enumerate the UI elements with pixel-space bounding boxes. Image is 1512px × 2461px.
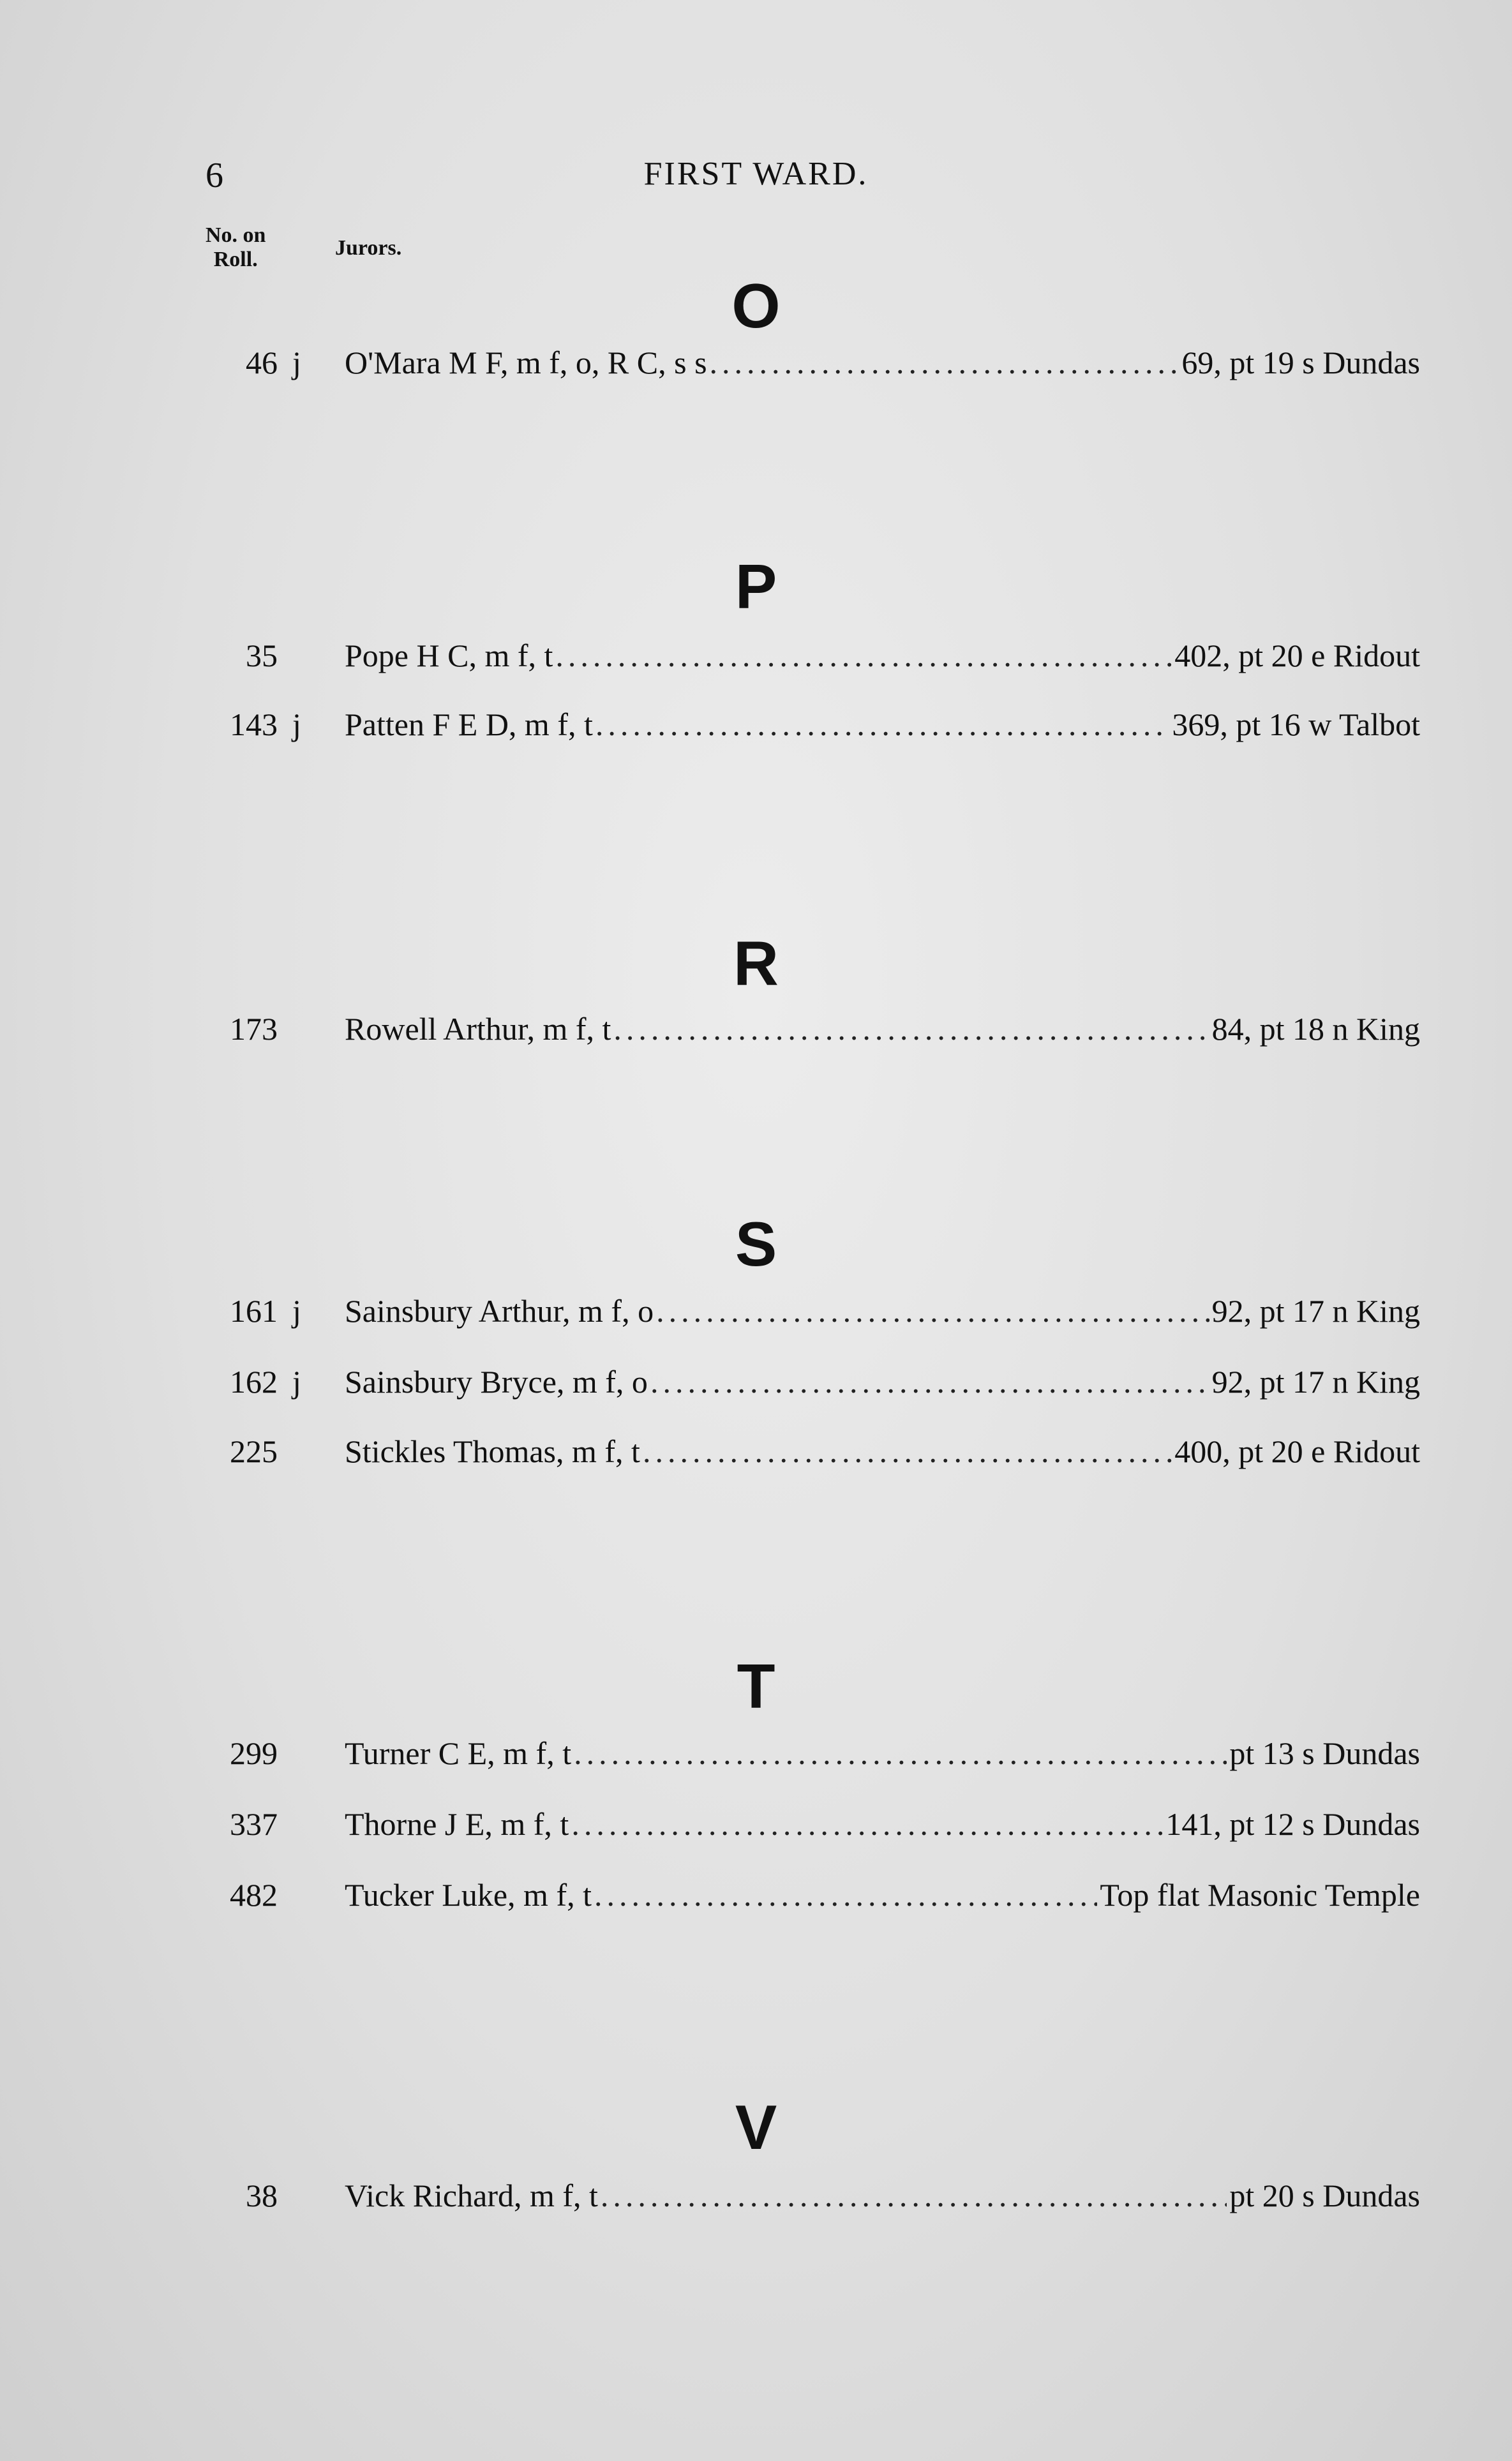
dot-leader	[595, 704, 1170, 745]
elector-name: Thorne J E, m f, t	[345, 1806, 569, 1842]
dot-leader	[650, 1361, 1209, 1402]
dot-leader	[656, 1290, 1209, 1331]
section-letter-r: R	[733, 928, 779, 998]
roll-number: 162	[230, 1364, 278, 1400]
section-letter-v: V	[735, 2092, 777, 2162]
elector-name: Sainsbury Arthur, m f, o	[345, 1293, 654, 1329]
elector-address: pt 13 s Dundas	[1229, 1735, 1420, 1771]
dot-leader	[571, 1804, 1163, 1844]
entry-line	[345, 1290, 1420, 1331]
section-letter-p: P	[735, 551, 777, 622]
dot-leader	[601, 2175, 1227, 2216]
juror-mark: j	[292, 707, 301, 742]
elector-name: Turner C E, m f, t	[345, 1735, 572, 1771]
elector-address: 92, pt 17 n King	[1211, 1364, 1420, 1400]
elector-address: 369, pt 16 w Talbot	[1172, 707, 1420, 742]
roll-entry	[211, 1008, 1420, 1049]
elector-address: pt 20 s Dundas	[1229, 2178, 1420, 2213]
juror-mark: j	[292, 1293, 301, 1329]
roll-number: 35	[246, 638, 278, 673]
entry-line	[345, 1361, 1420, 1402]
column-header-jurors: Jurors.	[335, 236, 402, 260]
roll-entry	[211, 1733, 1420, 1774]
roll-number: 225	[230, 1433, 278, 1469]
entry-line	[345, 2175, 1420, 2216]
elector-address: 84, pt 18 n King	[1211, 1011, 1420, 1047]
roll-entry	[211, 1290, 1420, 1331]
elector-address: 141, pt 12 s Dundas	[1165, 1806, 1420, 1842]
page-number: 6	[206, 156, 223, 195]
roll-entry	[211, 1804, 1420, 1844]
roll-number: 173	[230, 1011, 278, 1047]
elector-name: Pope H C, m f, t	[345, 638, 553, 673]
roll-entry	[211, 704, 1420, 745]
roll-entry	[211, 1361, 1420, 1402]
dot-leader	[594, 1874, 1097, 1915]
elector-name: Rowell Arthur, m f, t	[345, 1011, 611, 1047]
column-header-roll-line1: No. on	[206, 223, 266, 247]
dot-leader	[643, 1431, 1172, 1472]
roll-number: 46	[246, 345, 278, 380]
roll-number: 161	[230, 1293, 278, 1329]
section-letter-s: S	[735, 1209, 777, 1279]
juror-mark: j	[292, 1364, 301, 1400]
dot-leader	[613, 1008, 1209, 1049]
roll-entry	[211, 342, 1420, 383]
dot-leader	[555, 635, 1172, 676]
entry-line	[345, 1008, 1420, 1049]
roll-entry	[211, 1874, 1420, 1915]
dot-leader	[574, 1733, 1227, 1774]
entry-line	[345, 1874, 1420, 1915]
roll-number: 143	[230, 707, 278, 742]
roll-entry	[211, 635, 1420, 676]
column-header-roll	[206, 223, 266, 272]
elector-name: Vick Richard, m f, t	[345, 2178, 598, 2213]
elector-address: 402, pt 20 e Ridout	[1174, 638, 1420, 673]
elector-address: Top flat Masonic Temple	[1100, 1877, 1420, 1913]
roll-number: 38	[246, 2178, 278, 2213]
section-letter-o: O	[731, 271, 781, 341]
elector-name: Tucker Luke, m f, t	[345, 1877, 592, 1913]
entry-line	[345, 342, 1420, 383]
entry-line	[345, 1431, 1420, 1472]
elector-name: Patten F E D, m f, t	[345, 707, 593, 742]
elector-address: 400, pt 20 e Ridout	[1174, 1433, 1420, 1469]
elector-address: 92, pt 17 n King	[1211, 1293, 1420, 1329]
entry-line	[345, 1733, 1420, 1774]
roll-number: 337	[230, 1806, 278, 1842]
juror-mark: j	[292, 345, 301, 380]
section-letter-t: T	[737, 1651, 775, 1721]
roll-number: 482	[230, 1877, 278, 1913]
roll-entry	[211, 1431, 1420, 1472]
roll-entry	[211, 2175, 1420, 2216]
page-title: FIRST WARD.	[643, 156, 869, 192]
column-header-roll-line2: Roll.	[213, 248, 258, 271]
entry-line	[345, 1804, 1420, 1844]
elector-name: Sainsbury Bryce, m f, o	[345, 1364, 648, 1400]
roll-number: 299	[230, 1735, 278, 1771]
dot-leader	[710, 342, 1179, 383]
entry-line	[345, 635, 1420, 676]
elector-address: 69, pt 19 s Dundas	[1181, 345, 1420, 380]
elector-name: O'Mara M F, m f, o, R C, s s	[345, 345, 707, 380]
elector-name: Stickles Thomas, m f, t	[345, 1433, 640, 1469]
entry-line	[345, 704, 1420, 745]
